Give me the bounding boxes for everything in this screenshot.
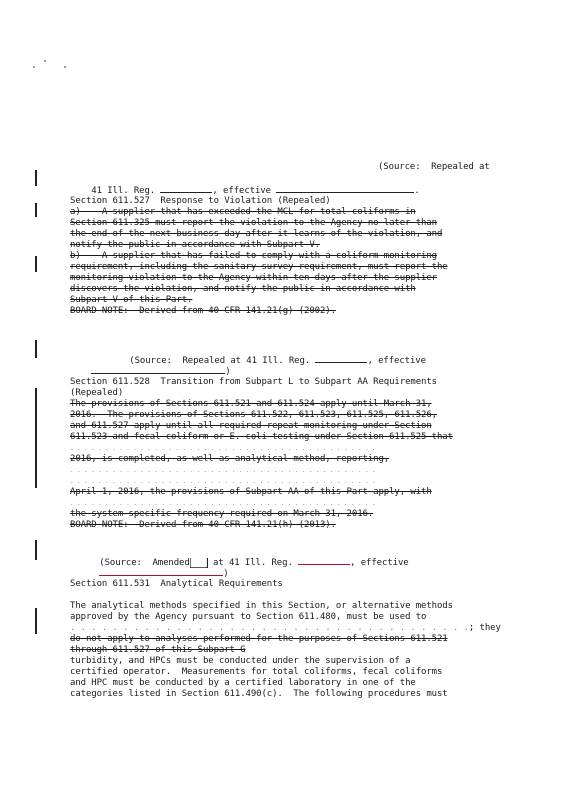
repealed-text: 2016. The provisions of Sections 611.522, 611.523, 611.525, 611.526, xyxy=(70,410,437,420)
reg-label: 41 Ill. Reg. xyxy=(91,186,161,196)
faded-text: . . . . . . . . . . . . . . . . . . . . . . . . . . . . . . . . . . . . . . . . . . . . xyxy=(70,478,376,485)
repealed-text: April 1, 2016, the provisions of Subpart AA of this Part apply, with xyxy=(70,487,432,497)
repealed-text: Subpart V of this Part. xyxy=(70,295,193,305)
body-text: categories listed in Section 611.490(c). The following procedures must xyxy=(70,689,448,699)
body-text: . . . . . . . . . . . . . . . . . . . . . . . . . . . . . . . . . . . . . .; they xyxy=(70,623,501,633)
body-text: and HPC must be conducted by a certified laboratory in one of the xyxy=(70,678,416,688)
board-note: BOARD NOTE: Derived from 40 CFR 141.21(g) (2002). xyxy=(70,306,336,316)
repealed-text: The provisions of Sections 611.521 and 611.524 apply until March 31, xyxy=(70,399,432,409)
change-bar xyxy=(35,170,37,186)
change-bar xyxy=(35,340,37,358)
body-text: The analytical methods specified in this Section, or alternative methods xyxy=(70,601,453,611)
effective-label: , effective xyxy=(212,186,277,196)
body-text: through 611.527 of this Subpart G xyxy=(70,645,246,655)
section-subheading: (Repealed) xyxy=(70,388,124,398)
change-bar xyxy=(35,203,37,217)
effective-blank xyxy=(99,567,223,576)
repealed-text: discovers the violation, and notify the public in accordance with xyxy=(70,284,416,294)
reg-blank xyxy=(160,184,212,193)
reg-blank xyxy=(298,556,350,565)
section-heading: Section 611.527 Response to Violation (Repealed) xyxy=(70,196,331,206)
repealed-text: requirement, including the sanitary survey requirement, must report the xyxy=(70,262,448,272)
body-text: turbidity, and HPCs must be conducted under the supervision of a xyxy=(70,656,411,666)
repealed-text: monitoring violation to the Agency within ten days after the supplier xyxy=(70,273,437,283)
body-text: certified operator. Measurements for total coliforms, fecal coliforms xyxy=(70,667,443,677)
body-text: do not apply to analyses performed for the purposes of Sections 611.521 xyxy=(70,634,448,644)
repealed-text: b) A supplier that has failed to comply with a coliform monitoring xyxy=(70,251,437,261)
change-bar xyxy=(35,388,37,488)
effective-blank xyxy=(276,184,414,193)
scan-speck xyxy=(44,60,46,62)
effective-blank xyxy=(91,365,225,374)
faded-text: . . . . . . . . . . . . . . . . . . . . . . . . . . . . . . . . . . . . . . . . . . . . xyxy=(70,500,376,507)
repealed-text: a) A supplier that has exceeded the MCL for total coliforms in xyxy=(70,207,416,217)
repealed-text: 2016, is completed, as well as analytical method, reporting, xyxy=(70,454,390,464)
change-bar xyxy=(35,608,37,634)
source-note: (Source: Repealed at xyxy=(378,162,490,172)
redacted-mark: ███ xyxy=(190,558,207,568)
source-note-line: 41 Ill. Reg. , effective . xyxy=(91,186,420,196)
repealed-text: notify the public in accordance with Subpart V. xyxy=(70,240,320,250)
scan-speck xyxy=(64,66,66,68)
repealed-text: the end of the next business day after it learns of the violation, and xyxy=(70,229,443,239)
body-text: approved by the Agency pursuant to Section 611.480, must be used to xyxy=(70,612,427,622)
source-note-line: ) xyxy=(70,354,231,389)
faded-text: . . . . . . . . . . . . . . . . . . . . . . . . . . . . . . . . . . . . . . . . . . . . xyxy=(70,445,376,452)
repealed-text: and 611.527 apply until all required repeat monitoring under Section xyxy=(70,421,432,431)
reg-blank xyxy=(315,354,367,363)
scan-speck xyxy=(33,66,35,68)
repealed-text: 611.523 and fecal coliform or E. coli testing under Section 611.525 that xyxy=(70,432,453,442)
faded-text: . . . . . . . . . . . . . . . . . . . . . . . . . . . . . . . . . . . . . . . . . . . . xyxy=(70,467,376,474)
section-heading: Section 611.528 Transition from Subpart L to Subpart AA Requirements xyxy=(70,377,437,387)
change-bar xyxy=(35,256,37,272)
repealed-text: Section 611.325 must report the violation to the Agency no later than xyxy=(70,218,437,228)
source-note: (Source: Repealed at 41 Ill. Reg. , effective xyxy=(129,356,426,366)
source-note: (Source: Amended███ at 41 Ill. Reg. , effective xyxy=(99,558,409,568)
change-bar xyxy=(35,540,37,560)
source-note-line: ) xyxy=(78,556,229,591)
board-note: BOARD NOTE: Derived from 40 CFR 141.21(h) (2013). xyxy=(70,520,336,530)
section-heading: Section 611.531 Analytical Requirements xyxy=(70,579,283,589)
repealed-text: the system-specific frequency required on March 31, 2016. xyxy=(70,509,374,519)
